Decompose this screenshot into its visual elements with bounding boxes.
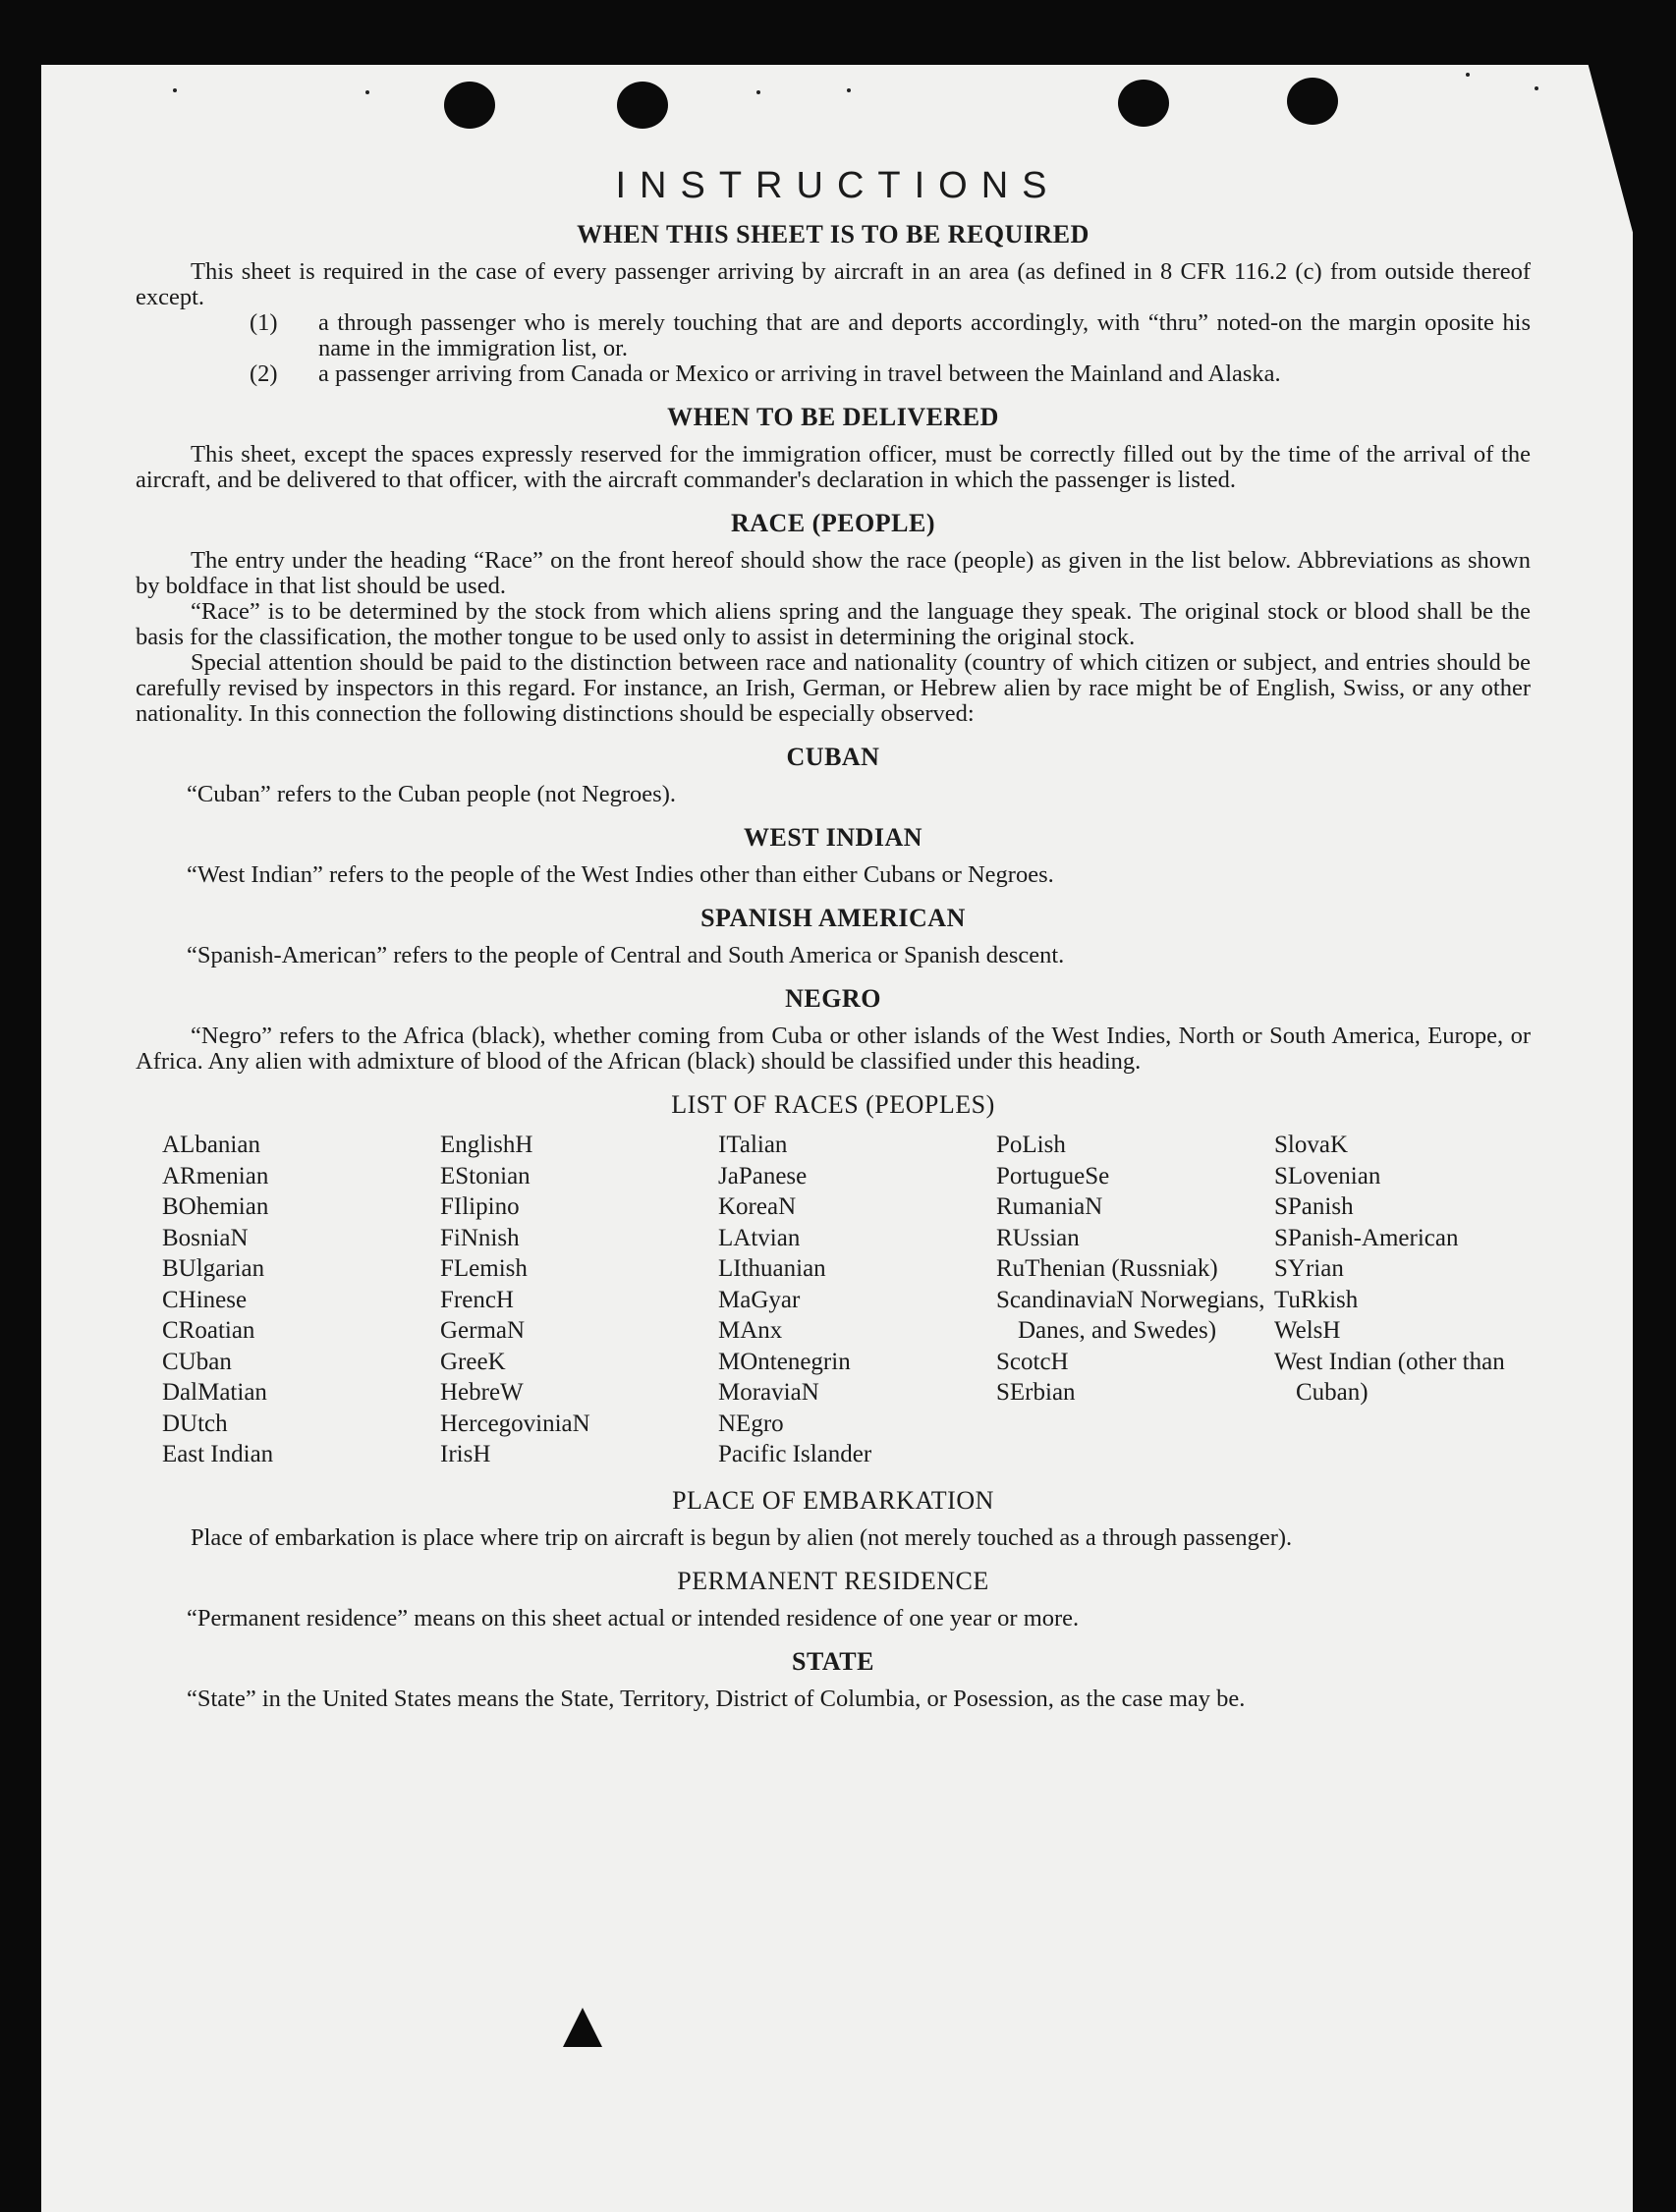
race-entry: EnglishH — [440, 1132, 533, 1158]
race-entry: FIlipino — [440, 1193, 520, 1220]
heading-race: RACE (PEOPLE) — [731, 509, 935, 537]
speck — [1466, 73, 1470, 77]
race-entry: PortugueSe — [996, 1162, 1110, 1189]
race-entry: MOntenegrin — [718, 1348, 851, 1375]
cuban-text: “Cuban” refers to the Cuban people (not Negroes). — [187, 781, 676, 807]
race-entry: FrencH — [440, 1286, 514, 1313]
race-entry: ScotcH — [996, 1348, 1069, 1375]
race-entry: SErbian — [996, 1379, 1076, 1406]
race-column — [996, 1130, 1274, 1470]
race-entry: JaPanese — [718, 1162, 808, 1189]
heading-west-indian: WEST INDIAN — [743, 823, 922, 852]
heading-cuban: CUBAN — [786, 743, 880, 771]
race-entry: West Indian (other than Cuban) — [1274, 1348, 1505, 1406]
when-delivered-text: This sheet, except the spaces expressly reserved for the immigration officer, must be correctly filled out by the time of the arrival of the aircraft, and be delivered to that officer, with the aircraft commander's declaration in which the passenger is listed. — [136, 441, 1531, 493]
race-entry: Pacific Islander — [718, 1441, 872, 1467]
race-entry: IrisH — [440, 1441, 491, 1467]
heading-list-of-races: LIST OF RACES (PEOPLES) — [671, 1090, 995, 1119]
race-entry: ScandinaviaN Norwegians, Danes, and Swedes) — [996, 1286, 1265, 1344]
race-entry: RuThenian (Russniak) — [996, 1255, 1218, 1282]
race-paragraph: Special attention should be paid to the distinction between race and nationality (country of which citizen or subject, and entries should be carefully revised by inspectors in this regard. For instance, an Irish, German, or Hebrew alien by race might be of English, Swiss, or any other nationality. In this connection the following distinctions should be especially observed: — [136, 649, 1531, 727]
exception-item — [250, 310, 1531, 361]
heading-place-of-embarkation: PLACE OF EMBARKATION — [672, 1485, 994, 1515]
race-entry: BosniaN — [162, 1224, 249, 1251]
race-entry: LIthuanian — [718, 1255, 826, 1282]
speck — [847, 88, 851, 92]
punch-hole — [1287, 78, 1338, 125]
race-entry: SPanish — [1274, 1193, 1354, 1220]
race-entry: RUssian — [996, 1224, 1080, 1251]
race-entry: SlovaK — [1274, 1132, 1348, 1158]
race-entry: MoraviaN — [718, 1379, 819, 1406]
race-entry: ITalian — [718, 1132, 788, 1158]
residence-text: “Permanent residence” means on this sheet actual or intended residence of one year or more. — [187, 1604, 1080, 1631]
punch-hole — [444, 82, 495, 129]
heading-when-delivered: WHEN TO BE DELIVERED — [667, 403, 999, 431]
race-entry: East Indian — [162, 1441, 274, 1467]
race-entry: MAnx — [718, 1317, 783, 1344]
race-entry: SPanish-American — [1274, 1224, 1459, 1251]
race-entry: HebreW — [440, 1379, 524, 1406]
race-entry: GreeK — [440, 1348, 506, 1375]
race-entry: ARmenian — [162, 1162, 269, 1189]
race-entry: DUtch — [162, 1410, 228, 1437]
race-entry: FiNnish — [440, 1224, 520, 1251]
race-column — [440, 1130, 718, 1470]
heading-state: STATE — [792, 1646, 874, 1676]
exception-text: a passenger arriving from Canada or Mexico or arriving in travel between the Mainland and Alaska. — [318, 360, 1281, 387]
race-paragraph: “Race” is to be determined by the stock from which aliens spring and the language they speak. The original stock or blood shall be the basis for the classification, the mother tongue to be used only to assist in determining the original stock. — [136, 598, 1531, 650]
race-entry: ALbanian — [162, 1132, 260, 1158]
race-entry: HercegoviniaN — [440, 1410, 590, 1437]
race-entry: PoLish — [996, 1132, 1066, 1158]
embarkation-text: Place of embarkation is place where trip on aircraft is begun by alien (not merely touched as a through passenger). — [191, 1523, 1293, 1551]
speck — [173, 88, 177, 92]
exception-number: (1) — [250, 309, 278, 336]
race-entry: LAtvian — [718, 1224, 801, 1251]
race-entry: SYrian — [1274, 1255, 1344, 1282]
speck — [365, 90, 369, 94]
when-required-intro: This sheet is required in the case of every passenger arriving by aircraft in an area (as defined in 8 CFR 116.2 (c) from outside thereof except. — [136, 258, 1531, 310]
race-entry: WelsH — [1274, 1317, 1341, 1344]
race-list — [162, 1130, 1531, 1470]
race-paragraph: The entry under the heading “Race” on the front hereof should show the race (people) as given in the list below. Abbreviations as shown by boldface in that list should be used. — [136, 547, 1531, 599]
spanish-american-text: “Spanish-American” refers to the people of Central and South America or Spanish descent. — [187, 942, 1065, 968]
heading-permanent-residence: PERMANENT RESIDENCE — [677, 1566, 989, 1595]
race-entry: SLovenian — [1274, 1162, 1381, 1189]
race-entry: MaGyar — [718, 1286, 801, 1313]
instructions-body — [136, 218, 1531, 1712]
race-entry: CRoatian — [162, 1317, 255, 1344]
race-column — [1274, 1130, 1552, 1470]
race-entry: KoreaN — [718, 1193, 797, 1220]
exception-text: a through passenger who is merely touching that are and deports accordingly, with “thru” noted-on the margin oposite his name in the immigration list, or. — [318, 309, 1531, 361]
exception-number: (2) — [250, 360, 278, 387]
race-column — [718, 1130, 996, 1470]
heading-negro: NEGRO — [785, 984, 881, 1013]
speck — [1535, 86, 1538, 90]
state-text: “State” in the United States means the State, Territory, District of Columbia, or Posession, as the case may be. — [187, 1685, 1246, 1712]
exception-item — [250, 361, 1531, 387]
race-entry: TuRkish — [1274, 1286, 1359, 1313]
punch-hole — [617, 82, 668, 129]
west-indian-text: “West Indian” refers to the people of the West Indies other than either Cubans or Negroes. — [187, 861, 1054, 888]
race-entry: BOhemian — [162, 1193, 269, 1220]
page-title: INSTRUCTIONS — [615, 165, 1061, 206]
race-entry: BUlgarian — [162, 1255, 265, 1282]
speck — [756, 90, 760, 94]
heading-spanish-american: SPANISH AMERICAN — [700, 904, 966, 932]
race-entry: CUban — [162, 1348, 232, 1375]
race-entry: NEgro — [718, 1410, 784, 1437]
heading-when-required: WHEN THIS SHEET IS TO BE REQUIRED — [577, 220, 1089, 249]
race-entry: EStonian — [440, 1162, 531, 1189]
race-entry: DalMatian — [162, 1379, 267, 1406]
race-entry: CHinese — [162, 1286, 248, 1313]
race-column — [162, 1130, 440, 1470]
punch-hole — [1118, 80, 1169, 127]
negro-text: “Negro” refers to the Africa (black), whether coming from Cuba or other islands of the West Indies, North or South America, Europe, or Africa. Any alien with admixture of blood of the African (black) should be classified under this heading. — [136, 1023, 1531, 1075]
race-entry: GermaN — [440, 1317, 526, 1344]
race-entry: RumaniaN — [996, 1193, 1103, 1220]
race-entry: FLemish — [440, 1255, 528, 1282]
